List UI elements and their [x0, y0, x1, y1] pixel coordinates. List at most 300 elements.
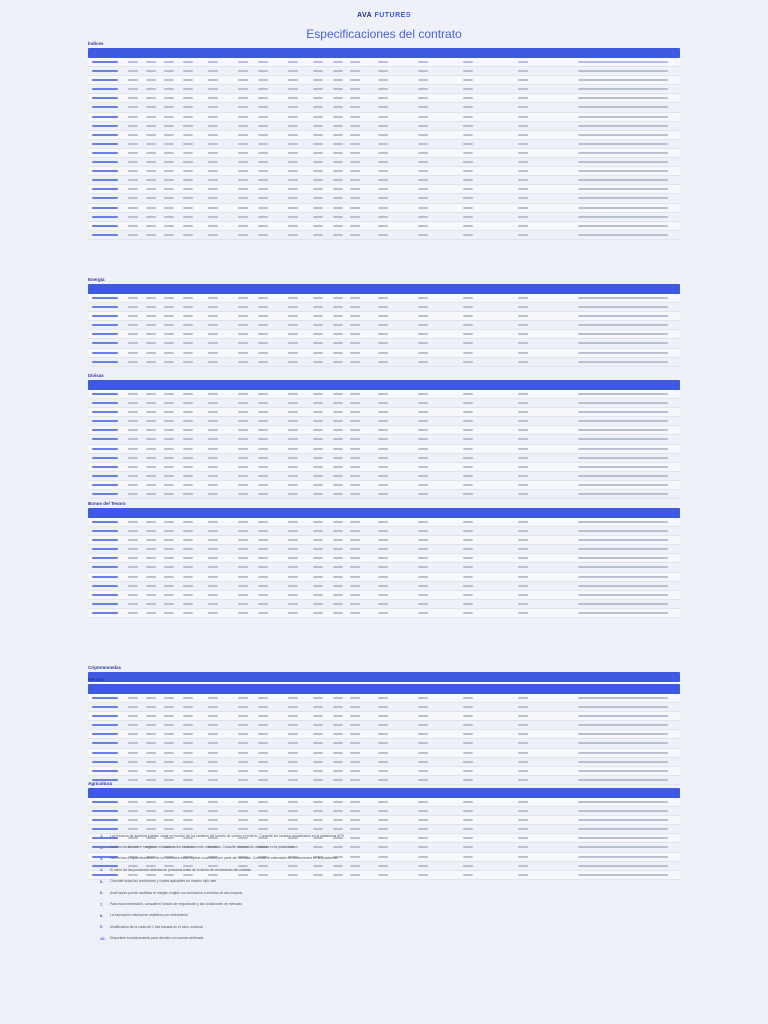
- table-cell-placeholder: [258, 603, 268, 605]
- table-cell-placeholder: [208, 429, 218, 431]
- table-cell-placeholder: [463, 484, 473, 486]
- table-cell-placeholder: [128, 411, 138, 413]
- table-cell-placeholder: [208, 715, 218, 717]
- table-cell-placeholder: [350, 612, 360, 614]
- table-cell-placeholder: [463, 216, 473, 218]
- table-cell-placeholder: [463, 188, 473, 190]
- table-cell-placeholder: [183, 448, 193, 450]
- table-cell-placeholder: [128, 306, 138, 308]
- table-cell-placeholder: [92, 342, 118, 344]
- table-cell-placeholder: [146, 429, 156, 431]
- table-cell-placeholder: [208, 79, 218, 81]
- table-cell-placeholder: [208, 179, 218, 181]
- table-cell-placeholder: [288, 342, 298, 344]
- table-cell-placeholder: [578, 742, 668, 744]
- table-cell-placeholder: [313, 484, 323, 486]
- table-cell-placeholder: [146, 801, 156, 803]
- table-cell-placeholder: [288, 134, 298, 136]
- table-cell-placeholder: [92, 429, 118, 431]
- table-cell-placeholder: [378, 585, 388, 587]
- table-cell-placeholder: [418, 393, 428, 395]
- table-cell-placeholder: [463, 521, 473, 523]
- footnote-number: 3.: [100, 855, 104, 861]
- table-cell-placeholder: [164, 352, 174, 354]
- table-cell-placeholder: [208, 324, 218, 326]
- table-cell-placeholder: [418, 475, 428, 477]
- table-cell-placeholder: [288, 88, 298, 90]
- table-cell-placeholder: [378, 819, 388, 821]
- table-cell-placeholder: [258, 207, 268, 209]
- table-cell-placeholder: [578, 819, 668, 821]
- table-cell-placeholder: [92, 79, 118, 81]
- table-cell-placeholder: [378, 134, 388, 136]
- table-cell-placeholder: [208, 197, 218, 199]
- table-cell-placeholder: [128, 179, 138, 181]
- table-cell-placeholder: [208, 352, 218, 354]
- table-cell-placeholder: [258, 234, 268, 236]
- table-cell-placeholder: [333, 752, 343, 754]
- table-cell-placeholder: [418, 493, 428, 495]
- table-cell-placeholder: [333, 438, 343, 440]
- table-cell-placeholder: [208, 402, 218, 404]
- table-cell-placeholder: [238, 143, 248, 145]
- table-cell-placeholder: [463, 106, 473, 108]
- table-cell-placeholder: [146, 420, 156, 422]
- table-cell-placeholder: [418, 429, 428, 431]
- table-cell-placeholder: [313, 88, 323, 90]
- table-row: [88, 472, 680, 481]
- table-cell-placeholder: [578, 539, 668, 541]
- table-cell-placeholder: [350, 234, 360, 236]
- table-row: [88, 694, 680, 703]
- table-cell-placeholder: [378, 733, 388, 735]
- table-cell-placeholder: [518, 429, 528, 431]
- table-cell-placeholder: [518, 819, 528, 821]
- table-cell-placeholder: [238, 493, 248, 495]
- table-cell-placeholder: [463, 752, 473, 754]
- table-cell-placeholder: [92, 234, 118, 236]
- table-cell-placeholder: [518, 706, 528, 708]
- table-cell-placeholder: [463, 411, 473, 413]
- table-cell-placeholder: [258, 352, 268, 354]
- table-cell-placeholder: [183, 207, 193, 209]
- table-cell-placeholder: [128, 706, 138, 708]
- table-cell-placeholder: [378, 161, 388, 163]
- table-cell-placeholder: [518, 566, 528, 568]
- table-cell-placeholder: [258, 125, 268, 127]
- table-cell-placeholder: [333, 134, 343, 136]
- table-cell-placeholder: [463, 125, 473, 127]
- table-cell-placeholder: [208, 697, 218, 699]
- table-cell-placeholder: [208, 801, 218, 803]
- table-row: [88, 703, 680, 712]
- table-cell-placeholder: [333, 197, 343, 199]
- table-cell-placeholder: [313, 324, 323, 326]
- table-cell-placeholder: [208, 306, 218, 308]
- table-cell-placeholder: [578, 724, 668, 726]
- table-cell-placeholder: [333, 143, 343, 145]
- table-cell-placeholder: [288, 393, 298, 395]
- table-cell-placeholder: [350, 402, 360, 404]
- table-cell-placeholder: [418, 557, 428, 559]
- table-cell-placeholder: [146, 448, 156, 450]
- table-cell-placeholder: [463, 402, 473, 404]
- table-cell-placeholder: [313, 97, 323, 99]
- table-cell-placeholder: [288, 724, 298, 726]
- table-cell-placeholder: [128, 724, 138, 726]
- table-cell-placeholder: [258, 819, 268, 821]
- table-cell-placeholder: [313, 306, 323, 308]
- table-cell-placeholder: [578, 493, 668, 495]
- table-cell-placeholder: [350, 752, 360, 754]
- table-cell-placeholder: [350, 548, 360, 550]
- table-cell-placeholder: [208, 70, 218, 72]
- table-cell-placeholder: [92, 207, 118, 209]
- table-cell-placeholder: [378, 761, 388, 763]
- table-cell-placeholder: [578, 457, 668, 459]
- table-cell-placeholder: [183, 457, 193, 459]
- table-cell-placeholder: [146, 770, 156, 772]
- table-cell-placeholder: [183, 548, 193, 550]
- table-cell-placeholder: [578, 801, 668, 803]
- table-cell-placeholder: [92, 324, 118, 326]
- table-row: [88, 527, 680, 536]
- table-cell-placeholder: [418, 576, 428, 578]
- table-cell-placeholder: [350, 724, 360, 726]
- table-cell-placeholder: [128, 733, 138, 735]
- table-cell-placeholder: [578, 438, 668, 440]
- table-cell-placeholder: [378, 448, 388, 450]
- table-body: [88, 518, 680, 618]
- table-cell-placeholder: [238, 448, 248, 450]
- footnote-number: 5.: [100, 878, 104, 884]
- table-cell-placeholder: [128, 603, 138, 605]
- table-cell-placeholder: [350, 324, 360, 326]
- table-cell-placeholder: [238, 225, 248, 227]
- table-cell-placeholder: [128, 819, 138, 821]
- table-cell-placeholder: [578, 61, 668, 63]
- table-cell-placeholder: [333, 429, 343, 431]
- table-cell-placeholder: [378, 297, 388, 299]
- table-cell-placeholder: [258, 306, 268, 308]
- table-cell-placeholder: [183, 197, 193, 199]
- table-cell-placeholder: [313, 61, 323, 63]
- table-cell-placeholder: [518, 457, 528, 459]
- table-cell-placeholder: [333, 548, 343, 550]
- table-cell-placeholder: [288, 557, 298, 559]
- table-cell-placeholder: [164, 801, 174, 803]
- table-row: [88, 816, 680, 825]
- table-cell-placeholder: [146, 315, 156, 317]
- table-row: [88, 330, 680, 339]
- table-cell-placeholder: [518, 216, 528, 218]
- table-cell-placeholder: [378, 770, 388, 772]
- table-cell-placeholder: [313, 761, 323, 763]
- table-cell-placeholder: [288, 125, 298, 127]
- table-cell-placeholder: [258, 733, 268, 735]
- table-cell-placeholder: [146, 733, 156, 735]
- table-cell-placeholder: [288, 197, 298, 199]
- table-cell-placeholder: [164, 521, 174, 523]
- table-cell-placeholder: [378, 197, 388, 199]
- table-cell-placeholder: [418, 715, 428, 717]
- table-cell-placeholder: [164, 402, 174, 404]
- table-cell-placeholder: [313, 125, 323, 127]
- table-row: [88, 536, 680, 545]
- table-cell-placeholder: [92, 761, 118, 763]
- table-cell-placeholder: [146, 188, 156, 190]
- table-cell-placeholder: [164, 457, 174, 459]
- table-cell-placeholder: [238, 207, 248, 209]
- table-cell-placeholder: [333, 297, 343, 299]
- section-tesoro: [88, 500, 680, 618]
- table-cell-placeholder: [518, 603, 528, 605]
- table-cell-placeholder: [183, 466, 193, 468]
- table-cell-placeholder: [164, 819, 174, 821]
- section-title: Divisas: [88, 373, 104, 378]
- table-cell-placeholder: [518, 810, 528, 812]
- table-cell-placeholder: [164, 161, 174, 163]
- table-cell-placeholder: [333, 342, 343, 344]
- footnote-number: 9.: [100, 924, 104, 930]
- table-cell-placeholder: [258, 361, 268, 363]
- table-cell-placeholder: [350, 297, 360, 299]
- table-cell-placeholder: [164, 770, 174, 772]
- table-cell-placeholder: [208, 152, 218, 154]
- footnote: [100, 921, 620, 932]
- table-cell-placeholder: [183, 88, 193, 90]
- table-cell-placeholder: [313, 70, 323, 72]
- table-cell-placeholder: [463, 594, 473, 596]
- table-cell-placeholder: [258, 724, 268, 726]
- table-row: [88, 167, 680, 176]
- table-cell-placeholder: [313, 411, 323, 413]
- table-cell-placeholder: [208, 234, 218, 236]
- table-cell-placeholder: [333, 106, 343, 108]
- table-row: [88, 185, 680, 194]
- table-cell-placeholder: [378, 207, 388, 209]
- table-cell-placeholder: [350, 88, 360, 90]
- table-cell-placeholder: [238, 152, 248, 154]
- table-cell-placeholder: [578, 697, 668, 699]
- table-cell-placeholder: [238, 420, 248, 422]
- table-cell-placeholder: [238, 306, 248, 308]
- table-cell-placeholder: [518, 475, 528, 477]
- table-cell-placeholder: [463, 315, 473, 317]
- table-cell-placeholder: [183, 97, 193, 99]
- table-cell-placeholder: [146, 361, 156, 363]
- table-cell-placeholder: [258, 801, 268, 803]
- table-cell-placeholder: [288, 333, 298, 335]
- table-cell-placeholder: [333, 576, 343, 578]
- table-cell-placeholder: [518, 752, 528, 754]
- table-cell-placeholder: [518, 539, 528, 541]
- table-cell-placeholder: [208, 475, 218, 477]
- table-cell-placeholder: [350, 306, 360, 308]
- table-cell-placeholder: [238, 197, 248, 199]
- table-cell-placeholder: [463, 761, 473, 763]
- table-cell-placeholder: [333, 179, 343, 181]
- table-cell-placeholder: [258, 152, 268, 154]
- table-cell-placeholder: [350, 125, 360, 127]
- table-cell-placeholder: [92, 70, 118, 72]
- table-cell-placeholder: [208, 706, 218, 708]
- table-cell-placeholder: [378, 576, 388, 578]
- table-cell-placeholder: [288, 234, 298, 236]
- table-cell-placeholder: [418, 225, 428, 227]
- table-cell-placeholder: [333, 97, 343, 99]
- table-cell-placeholder: [463, 306, 473, 308]
- table-cell-placeholder: [418, 106, 428, 108]
- table-cell-placeholder: [146, 106, 156, 108]
- table-cell-placeholder: [418, 585, 428, 587]
- table-row: [88, 399, 680, 408]
- table-cell-placeholder: [238, 342, 248, 344]
- table-body: [88, 294, 680, 367]
- table-cell-placeholder: [92, 457, 118, 459]
- table-cell-placeholder: [350, 475, 360, 477]
- table-cell-placeholder: [288, 306, 298, 308]
- footnote-text: Modificación de la cuota de 1 lote basada en el valor nocional: [110, 924, 203, 929]
- table-cell-placeholder: [578, 761, 668, 763]
- table-cell-placeholder: [313, 612, 323, 614]
- table-cell-placeholder: [463, 457, 473, 459]
- table-cell-placeholder: [208, 819, 218, 821]
- table-cell-placeholder: [518, 361, 528, 363]
- table-cell-placeholder: [183, 475, 193, 477]
- table-cell-placeholder: [164, 225, 174, 227]
- table-cell-placeholder: [146, 761, 156, 763]
- table-cell-placeholder: [333, 603, 343, 605]
- table-cell-placeholder: [418, 324, 428, 326]
- table-row: [88, 573, 680, 582]
- table-cell-placeholder: [208, 742, 218, 744]
- table-cell-placeholder: [208, 724, 218, 726]
- table-cell-placeholder: [164, 125, 174, 127]
- table-cell-placeholder: [333, 88, 343, 90]
- table-cell-placeholder: [146, 152, 156, 154]
- table-cell-placeholder: [313, 402, 323, 404]
- table-cell-placeholder: [164, 143, 174, 145]
- table-cell-placeholder: [164, 179, 174, 181]
- table-cell-placeholder: [238, 216, 248, 218]
- table-cell-placeholder: [146, 493, 156, 495]
- table-cell-placeholder: [313, 134, 323, 136]
- table-cell-placeholder: [208, 585, 218, 587]
- table-cell-placeholder: [288, 770, 298, 772]
- table-cell-placeholder: [350, 603, 360, 605]
- table-cell-placeholder: [333, 352, 343, 354]
- table-body: [88, 390, 680, 499]
- table-cell-placeholder: [313, 475, 323, 477]
- table-cell-placeholder: [518, 333, 528, 335]
- table-cell-placeholder: [128, 448, 138, 450]
- table-cell-placeholder: [378, 466, 388, 468]
- table-cell-placeholder: [288, 752, 298, 754]
- table-cell-placeholder: [333, 125, 343, 127]
- table-cell-placeholder: [578, 466, 668, 468]
- table-cell-placeholder: [92, 352, 118, 354]
- table-cell-placeholder: [128, 457, 138, 459]
- table-cell-placeholder: [418, 411, 428, 413]
- table-cell-placeholder: [378, 70, 388, 72]
- table-cell-placeholder: [183, 188, 193, 190]
- table-cell-placeholder: [238, 466, 248, 468]
- table-cell-placeholder: [183, 752, 193, 754]
- table-cell-placeholder: [146, 484, 156, 486]
- table-cell-placeholder: [418, 752, 428, 754]
- table-cell-placeholder: [146, 306, 156, 308]
- table-cell-placeholder: [418, 548, 428, 550]
- table-cell-placeholder: [333, 594, 343, 596]
- table-cell-placeholder: [146, 352, 156, 354]
- table-cell-placeholder: [164, 448, 174, 450]
- table-cell-placeholder: [463, 152, 473, 154]
- table-cell-placeholder: [128, 88, 138, 90]
- table-cell-placeholder: [146, 475, 156, 477]
- table-cell-placeholder: [313, 548, 323, 550]
- table-cell-placeholder: [418, 603, 428, 605]
- table-cell-placeholder: [208, 143, 218, 145]
- table-cell-placeholder: [518, 70, 528, 72]
- table-cell-placeholder: [208, 438, 218, 440]
- table-cell-placeholder: [378, 88, 388, 90]
- table-cell-placeholder: [463, 342, 473, 344]
- table-cell-placeholder: [258, 342, 268, 344]
- table-cell-placeholder: [578, 603, 668, 605]
- table-cell-placeholder: [418, 197, 428, 199]
- table-cell-placeholder: [418, 306, 428, 308]
- table-cell-placeholder: [183, 770, 193, 772]
- table-cell-placeholder: [208, 97, 218, 99]
- table-cell-placeholder: [128, 161, 138, 163]
- table-cell-placeholder: [238, 742, 248, 744]
- table-cell-placeholder: [183, 420, 193, 422]
- table-cell-placeholder: [313, 333, 323, 335]
- table-cell-placeholder: [378, 97, 388, 99]
- table-cell-placeholder: [378, 225, 388, 227]
- table-cell-placeholder: [258, 97, 268, 99]
- table-cell-placeholder: [128, 761, 138, 763]
- table-cell-placeholder: [183, 724, 193, 726]
- table-cell-placeholder: [350, 484, 360, 486]
- table-cell-placeholder: [128, 324, 138, 326]
- table-cell-placeholder: [128, 170, 138, 172]
- table-row: [88, 349, 680, 358]
- table-cell-placeholder: [128, 143, 138, 145]
- table-cell-placeholder: [418, 143, 428, 145]
- table-cell-placeholder: [518, 134, 528, 136]
- table-cell-placeholder: [463, 530, 473, 532]
- table-cell-placeholder: [378, 342, 388, 344]
- table-cell-placeholder: [258, 143, 268, 145]
- table-cell-placeholder: [92, 61, 118, 63]
- table-cell-placeholder: [208, 161, 218, 163]
- table-cell-placeholder: [238, 697, 248, 699]
- table-cell-placeholder: [238, 548, 248, 550]
- table-cell-placeholder: [183, 438, 193, 440]
- table-cell-placeholder: [418, 724, 428, 726]
- table-cell-placeholder: [258, 612, 268, 614]
- table-cell-placeholder: [418, 612, 428, 614]
- table-cell-placeholder: [518, 530, 528, 532]
- table-cell-placeholder: [146, 134, 156, 136]
- table-cell-placeholder: [333, 521, 343, 523]
- table-cell-placeholder: [578, 402, 668, 404]
- table-cell-placeholder: [313, 715, 323, 717]
- table-cell-placeholder: [518, 438, 528, 440]
- table-cell-placeholder: [578, 557, 668, 559]
